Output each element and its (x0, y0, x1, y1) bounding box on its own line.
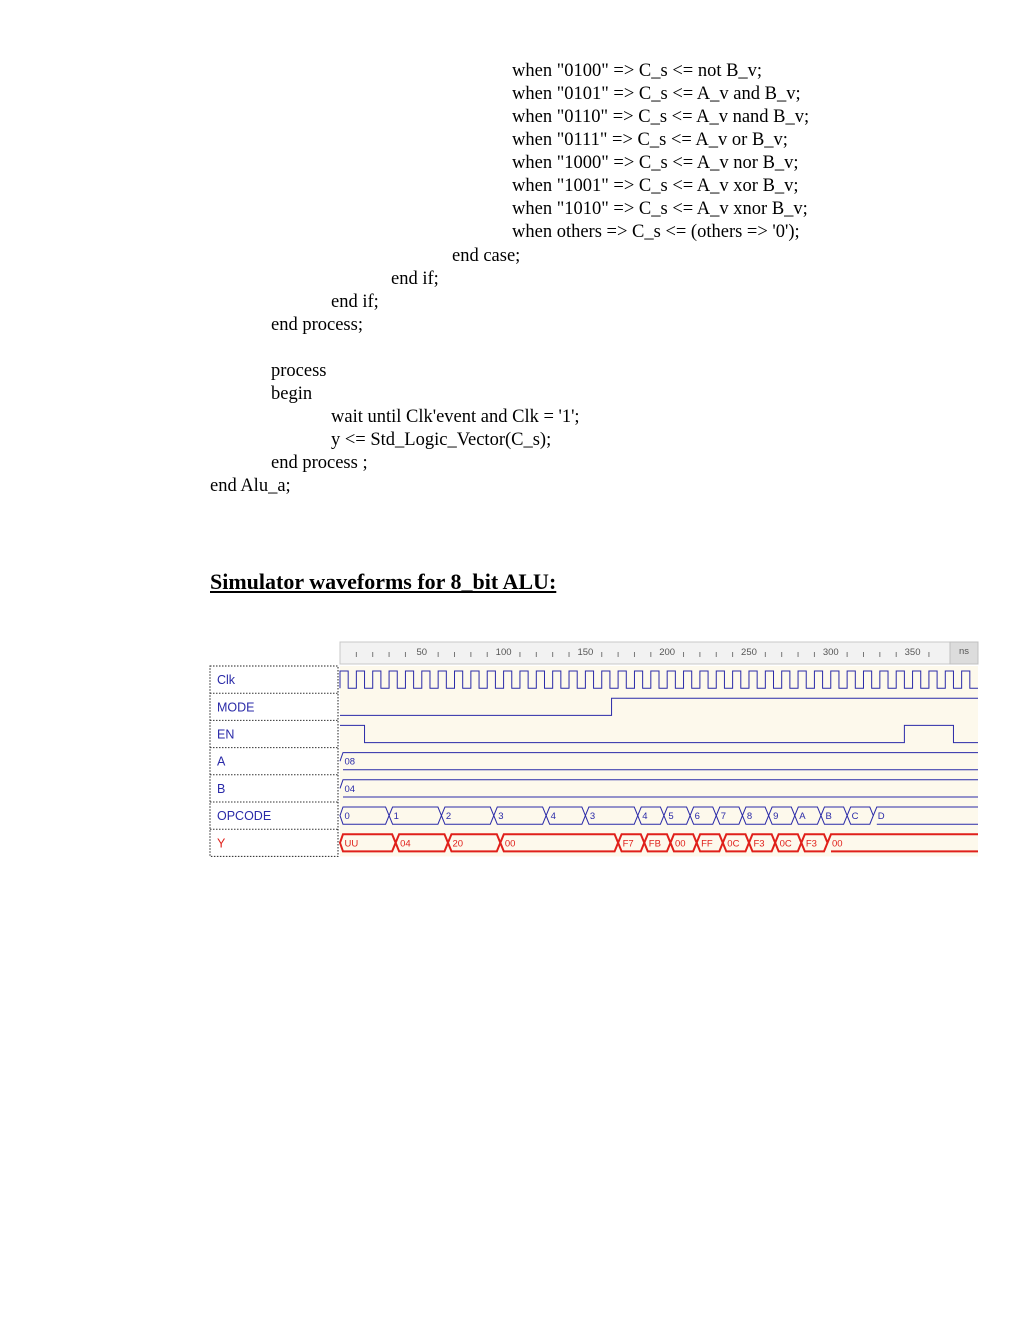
y-value-label: UU (344, 838, 359, 850)
code-line: end if; (391, 269, 439, 289)
code-line: wait until Clk'event and Clk = '1'; (331, 407, 580, 427)
ruler-tick-label: 50 (416, 647, 428, 658)
opcode-value-label: D (877, 811, 885, 823)
signal-name-y[interactable]: Y (217, 836, 226, 851)
y-value-label: 00 (831, 838, 843, 850)
opcode-value-label: 9 (773, 811, 779, 823)
y-value-label: F3 (805, 838, 817, 850)
code-line: when "1000" => C_s <= A_v nor B_v; (512, 153, 799, 173)
opcode-value-label: 8 (746, 811, 753, 823)
code-line: when "0111" => C_s <= A_v or B_v; (512, 130, 788, 150)
signal-name-pane (210, 666, 338, 856)
code-line: when "1010" => C_s <= A_v xnor B_v; (512, 199, 808, 219)
ruler-tick-label: 150 (577, 647, 594, 658)
code-line: begin (271, 384, 313, 404)
opcode-value-label: A (799, 811, 806, 823)
y-value-label: 00 (674, 838, 686, 850)
signal-name-en[interactable]: EN (217, 727, 235, 742)
y-value-label: 0C (779, 838, 792, 850)
opcode-value-label: 2 (445, 811, 452, 823)
signal-name-b[interactable]: B (217, 781, 226, 796)
signal-name-a[interactable]: A (217, 754, 226, 769)
y-value-label: F7 (622, 838, 634, 850)
code-line: end if; (331, 292, 379, 312)
y-value-label: 0C (727, 838, 740, 850)
code-line: y <= Std_Logic_Vector(C_s); (331, 430, 552, 450)
a-value-label: 08 (344, 756, 356, 768)
ruler-tick-label: 300 (822, 647, 839, 658)
opcode-value-label: 5 (668, 811, 674, 823)
opcode-value-label: 1 (393, 811, 399, 823)
section-heading: Simulator waveforms for 8_bit ALU: (210, 569, 557, 594)
signal-name-mode[interactable]: MODE (217, 700, 255, 715)
y-value-label: 04 (400, 838, 411, 850)
wave-pane (340, 666, 978, 856)
y-value-label: 00 (504, 838, 516, 850)
y-value-label: F3 (753, 838, 765, 850)
code-line: when "0110" => C_s <= A_v nand B_v; (512, 107, 810, 127)
opcode-value-label: 3 (589, 811, 596, 823)
ruler-tick-label: 100 (495, 647, 512, 658)
opcode-value-label: 6 (694, 811, 700, 823)
code-line: end case; (452, 246, 521, 266)
ruler-tick-label: 250 (741, 647, 757, 658)
code-line: when "0101" => C_s <= A_v and B_v; (512, 84, 801, 104)
opcode-value-label: C (851, 811, 859, 823)
code-line: when "1001" => C_s <= A_v xor B_v; (512, 176, 799, 196)
opcode-value-label: 4 (550, 811, 556, 823)
time-unit-label: ns (958, 646, 970, 657)
signal-name-opcode[interactable]: OPCODE (217, 809, 272, 824)
y-value-label: FB (648, 838, 661, 850)
b-value-label: 04 (344, 783, 356, 795)
code-line: end process; (271, 315, 363, 335)
code-line: end Alu_a; (210, 476, 291, 496)
opcode-value-label: 0 (344, 811, 350, 823)
y-value-label: 20 (452, 838, 464, 850)
code-line: when others => C_s <= (others => '0'); (512, 222, 800, 242)
signal-name-clk[interactable]: Clk (217, 673, 236, 688)
code-line: process (271, 361, 327, 381)
y-value-label: FF (701, 838, 713, 850)
opcode-value-label: B (825, 811, 832, 823)
opcode-value-label: 4 (642, 811, 648, 823)
code-line: end process ; (271, 453, 368, 473)
opcode-value-label: 3 (498, 811, 504, 823)
ruler-tick-label: 350 (904, 647, 921, 658)
opcode-value-label: 7 (720, 811, 727, 823)
ruler-tick-label: 200 (659, 647, 676, 658)
code-line: when "0100" => C_s <= not B_v; (512, 61, 763, 81)
